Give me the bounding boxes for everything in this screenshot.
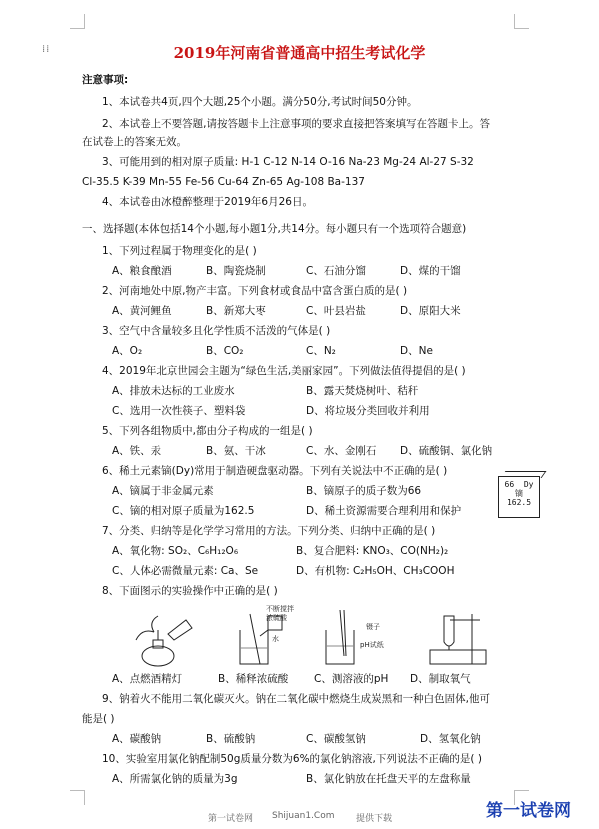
notice-item: 1、本试卷共4页,四个大题,25个小题。满分50分,考试时间50分钟。: [102, 96, 418, 108]
option: C、选用一次性筷子、塑料袋: [112, 405, 246, 417]
question-9: 9、钠着火不能用二氧化碳灭火。钠在二氧化碳中燃烧生成炭黑和一种白色固体,他可: [102, 693, 491, 705]
option: C、测溶液的pH: [314, 673, 389, 685]
option: B、露天焚烧树叶、秸秆: [306, 385, 419, 397]
option: C、镝的相对原子质量为162.5: [112, 505, 255, 517]
option: A、碳酸钠: [112, 733, 162, 745]
notice-item: 4、本试卷由冰橙醉整理于2019年6月26日。: [102, 196, 313, 208]
notice-item: 2、本试卷上不要答题,请按答题卡上注意事项的要求直接把答案填写在答题卡上。答: [102, 118, 491, 130]
option: D、有机物: C₂H₅OH、CH₃COOH: [296, 565, 455, 577]
option: A、O₂: [112, 345, 143, 357]
option: B、稀释浓硫酸: [218, 673, 289, 685]
option: C、水、金刚石: [306, 445, 377, 457]
element-name: 镝: [515, 489, 523, 498]
option: B、镝原子的质子数为66: [306, 485, 422, 497]
page-title: 2019年河南省普通高中招生考试化学: [173, 44, 426, 62]
question-4: 4、2019年北京世园会主题为“绿色生活,美丽家园”。下列做法值得提倡的是( ): [102, 365, 466, 377]
atomic-number: 66: [504, 480, 515, 489]
option: C、石油分馏: [306, 265, 366, 277]
option: D、稀土资源需要合理利用和保护: [306, 505, 462, 517]
drag-handle-icon[interactable]: ⁞⁞: [42, 44, 51, 55]
element-symbol: Dy: [523, 480, 534, 489]
figure-label: 水: [272, 635, 279, 643]
element-card: [498, 476, 540, 518]
question-1: 1、下列过程属于物理变化的是( ): [102, 245, 257, 257]
notice-item: 在试卷上的答案无效。: [82, 136, 187, 148]
oxygen-apparatus-figure: [420, 610, 490, 668]
figure-label: 镊子: [366, 623, 380, 631]
question-6: 6、稀土元素镝(Dy)常用于制造硬盘驱动器。下列有关说法中不正确的是( ): [102, 465, 448, 477]
figure-label: pH试纸: [360, 641, 384, 649]
question-7: 7、分类、归纳等是化学学习常用的方法。下列分类、归纳中正确的是( ): [102, 525, 436, 537]
option: C、N₂: [306, 345, 336, 357]
option: B、CO₂: [206, 345, 244, 357]
option: A、点燃酒精灯: [112, 673, 183, 685]
figure-label: 浓硫酸: [266, 614, 287, 622]
figure-label: 不断搅拌: [266, 605, 294, 613]
option: D、硫酸铜、氯化钠: [400, 445, 493, 457]
option: A、所需氯化钠的质量为3g: [112, 773, 238, 785]
option: B、复合肥料: KNO₃、CO(NH₂)₂: [296, 545, 449, 557]
option: B、氯化钠放在托盘天平的左盘称量: [306, 773, 471, 785]
option: C、叶县岩盐: [306, 305, 366, 317]
page-corner-mark: [70, 790, 85, 805]
option: B、陶瓷烧制: [206, 265, 266, 277]
option: D、煤的干馏: [400, 265, 461, 277]
footer-site: 第一试卷网: [208, 814, 254, 824]
option: A、铁、汞: [112, 445, 162, 457]
option: A、粮食酿酒: [112, 265, 172, 277]
ph-test-figure: [320, 610, 390, 668]
question-10: 10、实验室用氯化钠配制50g质量分数为6%的氯化钠溶液,下列说法不正确的是( ): [102, 753, 482, 765]
option: D、将垃圾分类回收并利用: [306, 405, 430, 417]
option: D、原阳大米: [400, 305, 461, 317]
question-8: 8、下面图示的实验操作中正确的是( ): [102, 585, 278, 597]
notice-item: Cl-35.5 K-39 Mn-55 Fe-56 Cu-64 Zn-65 Ag-108 Ba-137: [82, 176, 365, 188]
page-corner-mark: [514, 14, 529, 29]
option: D、制取氧气: [410, 673, 471, 685]
page-corner-mark: [70, 14, 85, 29]
notice-item: 3、可能用到的相对原子质量: H-1 C-12 N-14 O-16 Na-23 Mg-24 Al-27 S-32: [102, 156, 474, 168]
option: C、碳酸氢钠: [306, 733, 366, 745]
footer-download: 提供下载: [356, 814, 393, 824]
option: D、Ne: [400, 345, 433, 357]
option: C、人体必需微量元素: Ca、Se: [112, 565, 259, 577]
alcohol-lamp-figure: [128, 610, 198, 668]
question-2: 2、河南地处中原,物产丰富。下列食材或食品中富含蛋白质的是( ): [102, 285, 408, 297]
option: D、氢氧化钠: [420, 733, 481, 745]
question-5: 5、下列各组物质中,都由分子构成的一组是( ): [102, 425, 313, 437]
dilution-figure: [226, 610, 302, 668]
notice-heading: 注意事项:: [82, 74, 129, 86]
option: A、排放未达标的工业废水: [112, 385, 235, 397]
option: B、氨、干冰: [206, 445, 266, 457]
option: A、镝属于非金属元素: [112, 485, 214, 497]
atomic-mass: 162.5: [506, 498, 532, 507]
question-9-cont: 能是( ): [82, 713, 115, 725]
footer-url: Shijuan1.Com: [272, 811, 335, 821]
option: B、新郑大枣: [206, 305, 266, 317]
option: A、氧化物: SO₂、C₆H₁₂O₆: [112, 545, 239, 557]
brand-watermark: 第一试卷网: [486, 801, 571, 821]
option: A、黄河鲤鱼: [112, 305, 172, 317]
section-heading: 一、选择题(本体包括14个小题,每小题1分,共14分。每小题只有一个选项符合题意): [82, 223, 467, 235]
option: B、硫酸钠: [206, 733, 256, 745]
question-3: 3、空气中含量较多且化学性质不活泼的气体是( ): [102, 325, 331, 337]
